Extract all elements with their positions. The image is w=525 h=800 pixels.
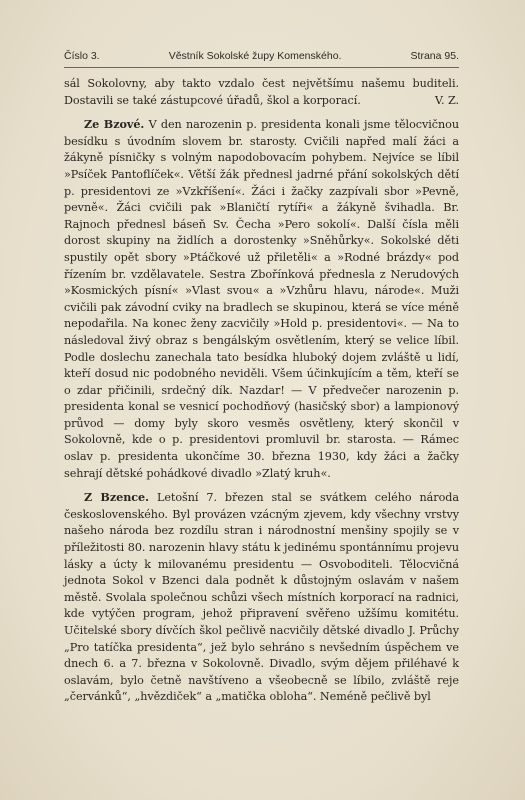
spacer [64, 109, 459, 116]
paragraph-bzova [64, 116, 459, 482]
issue-number: Číslo 3. [64, 50, 100, 62]
article-body [64, 76, 459, 770]
journal-title: Věstník Sokolské župy Komenského. [168, 50, 342, 62]
signature: V. Z. [434, 93, 459, 107]
paragraph-bzova-text: V den narozenin p. presidenta konali jsme tělocvičnou besídku s úvodním slovem br. starosty. Cvičili napřed malí žáci a žákyně písničky s volným napodobovacím pohybem. Nejvíce se líbil »Psíček Pantoflíček«. Větší žák přednesl jadrné přání sokolských dětí p. presidentovi ze »Vzkříšení«. Žáci i žačky zazpívali sbor »Pevně, pevně«. Žáci cvičili pak »Blaničtí rytíři« a žákyně švihadla. Br. Rajnoch přednesl báseň Sv. Čecha »Pero sokolí«. Další čísla měli dorost skupiny na židlích a dorostenky »Sněhůrky«. Sokolské děti spustily opět sbory »Ptáčkové už přiletěli« a »Rodné brázdy« pod řízením br. vzdělavatele. Sestra Zbořínková přednesla z Nerudových »Kosmických písní« »Vlast svou« a »Vzhůru hlavu, národe«. Muži cvičili pak závodní cviky na bradlech se skupinou, která se více méně nepodařila. Na konec ženy zacvičily »Hold p. presidentovi«. — Na to následoval živý obraz s bengálským osvětlením, který se velice líbil. Podle doslechu zanechala tato besídka hluboký dojem zvláště u lidí, kteří dosud nic podobného neviděli. Všem účinkujícím a těm, kteří se o zdar přičinili, srdečný dík. Nazdar! — V předvečer narozenin p. presidenta konal se vesnicí pochodňový (hasičský sbor) a lampionový průvod — domy byly skoro vesměs osvětleny, který skončil v Sokolovně, kde o p. presidentovi promluvil br. starosta. — Rámec oslav p. presidenta ukončíme 30. března 1930, kdy žáci a žačky sehrají dětské pohádkové divadlo »Zlatý kruh«. [64, 118, 459, 480]
page-number: Strana 95. [410, 50, 459, 62]
paragraph-bzenec [64, 489, 459, 706]
place-heading-bzova: Ze Bzové. [84, 117, 145, 132]
paragraph-1-text: sál Sokolovny, aby takto vzdalo čest největšímu našemu buditeli. Dostavili se také zástupcové úřadů, škol a korporací. [64, 77, 459, 107]
header-rule [64, 67, 459, 68]
paragraph-1 [64, 76, 459, 109]
spacer [64, 482, 459, 489]
place-heading-bzenec: Z Bzence. [84, 490, 149, 505]
paragraph-bzenec-text: Letošní 7. březen stal se svátkem celého národa československého. Byl provázen vzácným zjevem, kdy všechny vrstvy našeho národa bez rozdílu stran i národnostní menšiny spojily se v příležitosti 80. narozenin hlavy státu k jedinému spontánnímu projevu lásky a úcty k milovanému presidentu — Osvoboditeli. Tělocvičná jednota Sokol v Bzenci dala podnět k důstojným oslavám v našem městě. Svolala společnou schůzi všech místních korporací na radnici, kde vytýčen program, jehož připravení svěřeno užšímu komitétu. Učitelské sbory dívčích škol pečlivě nacvičily dětské divadlo J. Průchy „Pro tatíčka presidenta“, jež bylo sehráno s nevšedním úspěchem ve dnech 6. a 7. března v Sokolovně. Divadlo, svým dějem přiléhavé k oslavám, bylo četně navštíveno a všeobecně se líbilo, zvláště reje „červánků“, „hvězdiček“ a „matička obloha“. Neméně pečlivě byl [64, 491, 459, 704]
running-header [64, 50, 459, 62]
